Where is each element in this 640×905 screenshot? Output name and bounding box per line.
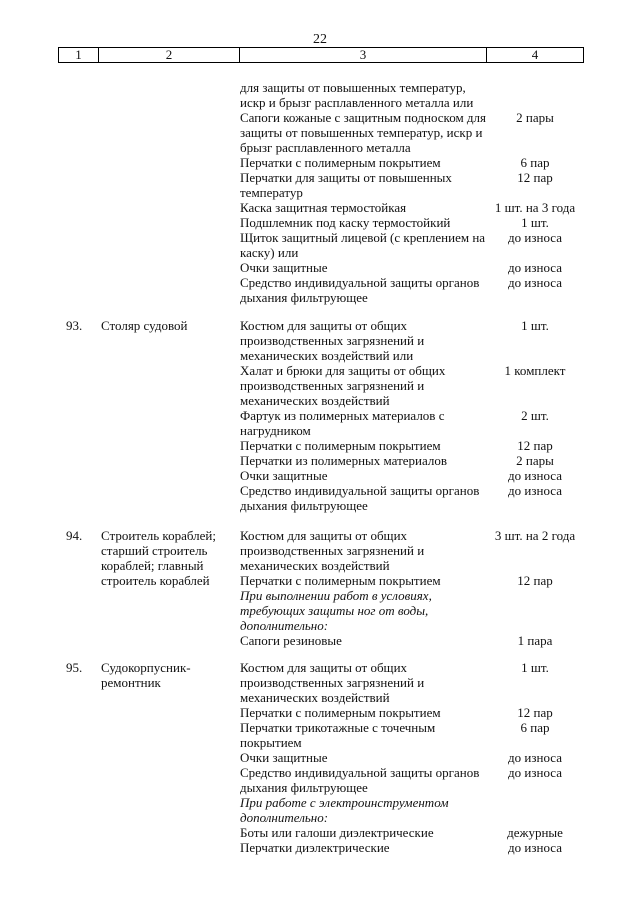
item-qty [490, 80, 580, 110]
column-header-4: 4 [531, 47, 539, 62]
item-row [240, 765, 580, 795]
item-row [240, 80, 580, 110]
item-name: Перчатки с полимерным покрытием [240, 155, 441, 170]
item-row [240, 660, 580, 705]
row-items [240, 318, 580, 513]
item-qty: до износа [508, 275, 562, 290]
item-name: Средство индивидуальной защиты органов дыхания фильтрующее [240, 483, 480, 513]
item-row [240, 200, 580, 215]
item-row [240, 573, 580, 588]
item-qty: до износа [508, 230, 562, 245]
item-row [240, 363, 580, 408]
item-row [240, 230, 580, 260]
item-row [240, 825, 580, 840]
item-qty: 6 пар [520, 720, 550, 735]
item-row [240, 215, 580, 230]
item-name: Костюм для защиты от общих производственных загрязнений и механических воздействий [240, 528, 425, 573]
item-qty: 6 пар [520, 155, 550, 170]
column-header-1: 1 [59, 48, 99, 62]
item-qty: дежурные [507, 825, 563, 840]
item-row [240, 705, 580, 720]
item-name: Боты или галоши диэлектрические [240, 825, 434, 840]
item-row [240, 155, 580, 170]
item-qty: 3 шт. на 2 года [494, 528, 576, 543]
item-row [240, 170, 580, 200]
item-qty: до износа [508, 750, 562, 765]
item-qty: до износа [508, 840, 562, 855]
item-row [240, 110, 580, 155]
column-header-3: 3 [240, 48, 487, 62]
item-qty: до износа [508, 765, 562, 780]
item-qty: 12 пар [517, 705, 553, 720]
item-qty: 1 шт. на 3 года [494, 200, 576, 215]
conditional-note: При работе с электроинструментом дополнительно: [240, 795, 449, 825]
item-qty: 12 пар [517, 438, 553, 453]
item-name: Перчатки с полимерным покрытием [240, 573, 441, 588]
item-row [240, 720, 580, 750]
conditional-note: При выполнении работ в условиях, требующих защиты ног от воды, дополнительно: [240, 588, 432, 633]
item-name: Перчатки из полимерных материалов [240, 453, 448, 468]
item-qty: до износа [508, 483, 562, 498]
column-header-row [58, 47, 584, 63]
profession-title: Судокорпусник-ремонтник [101, 660, 191, 690]
item-row [240, 438, 580, 453]
row-number: 94. [66, 528, 83, 543]
item-name: Каска защитная термостойкая [240, 200, 407, 215]
item-qty: 12 пар [517, 170, 553, 185]
item-name: Перчатки с полимерным покрытием [240, 438, 441, 453]
item-name: Костюм для защиты от общих производственных загрязнений и механических воздействий [240, 660, 425, 705]
item-name: Перчатки трикотажные с точечным покрытием [240, 720, 436, 750]
row-items [240, 528, 580, 648]
item-qty: 1 пара [517, 633, 553, 648]
item-name: Подшлемник под каску термостойкий [240, 215, 451, 230]
item-row [240, 408, 580, 438]
item-name: Средство индивидуальной защиты органов дыхания фильтрующее [240, 275, 480, 305]
item-qty: 2 шт. [521, 408, 549, 423]
item-qty: 1 комплект [504, 363, 566, 378]
item-name: Очки защитные [240, 468, 328, 483]
item-qty: 1 шт. [521, 660, 549, 675]
item-row [240, 483, 580, 513]
item-qty: до износа [508, 468, 562, 483]
item-name: Перчатки с полимерным покрытием [240, 705, 441, 720]
item-qty: 2 пары [516, 453, 554, 468]
column-header-2: 2 [99, 48, 240, 62]
item-row [240, 275, 580, 305]
item-name: Халат и брюки для защиты от общих производственных загрязнений и механических воздействий [240, 363, 446, 408]
item-row [240, 260, 580, 275]
profession-title: Столяр судовой [101, 318, 188, 333]
item-name: Очки защитные [240, 260, 328, 275]
item-row [240, 750, 580, 765]
item-name: Очки защитные [240, 750, 328, 765]
item-qty: до износа [508, 260, 562, 275]
item-name: Фартук из полимерных материалов с нагрудником [240, 408, 445, 438]
row-items [240, 660, 580, 855]
row-number: 93. [66, 318, 83, 333]
item-name: Сапоги резиновые [240, 633, 342, 648]
item-qty: 1 шт. [521, 318, 549, 333]
item-qty: 1 шт. [521, 215, 549, 230]
item-row [240, 468, 580, 483]
item-name: Сапоги кожаные с защитным подноском для защиты от повышенных температур, искр и брызг расплавленного металла [240, 110, 487, 155]
item-qty: 2 пары [516, 110, 554, 125]
item-name: Щиток защитный лицевой (с креплением на каску) или [240, 230, 486, 260]
item-name: Перчатки для защиты от повышенных температур [240, 170, 452, 200]
item-qty: 12 пар [517, 573, 553, 588]
item-row [240, 453, 580, 468]
item-name: Перчатки диэлектрические [240, 840, 390, 855]
item-name: Средство индивидуальной защиты органов дыхания фильтрующее [240, 765, 480, 795]
item-row [240, 840, 580, 855]
item-row [240, 633, 580, 648]
row-number: 95. [66, 660, 83, 675]
profession-title: Строитель кораблей; старший строитель кораблей; главный строитель кораблей [101, 528, 216, 588]
item-row [240, 528, 580, 573]
item-name: для защиты от повышенных температур, искр и брызг расплавленного металла или [240, 80, 474, 110]
item-name: Костюм для защиты от общих производственных загрязнений и механических воздействий или [240, 318, 425, 363]
page-number: 22 [313, 32, 327, 47]
item-row [240, 318, 580, 363]
continuation-items [240, 80, 580, 305]
